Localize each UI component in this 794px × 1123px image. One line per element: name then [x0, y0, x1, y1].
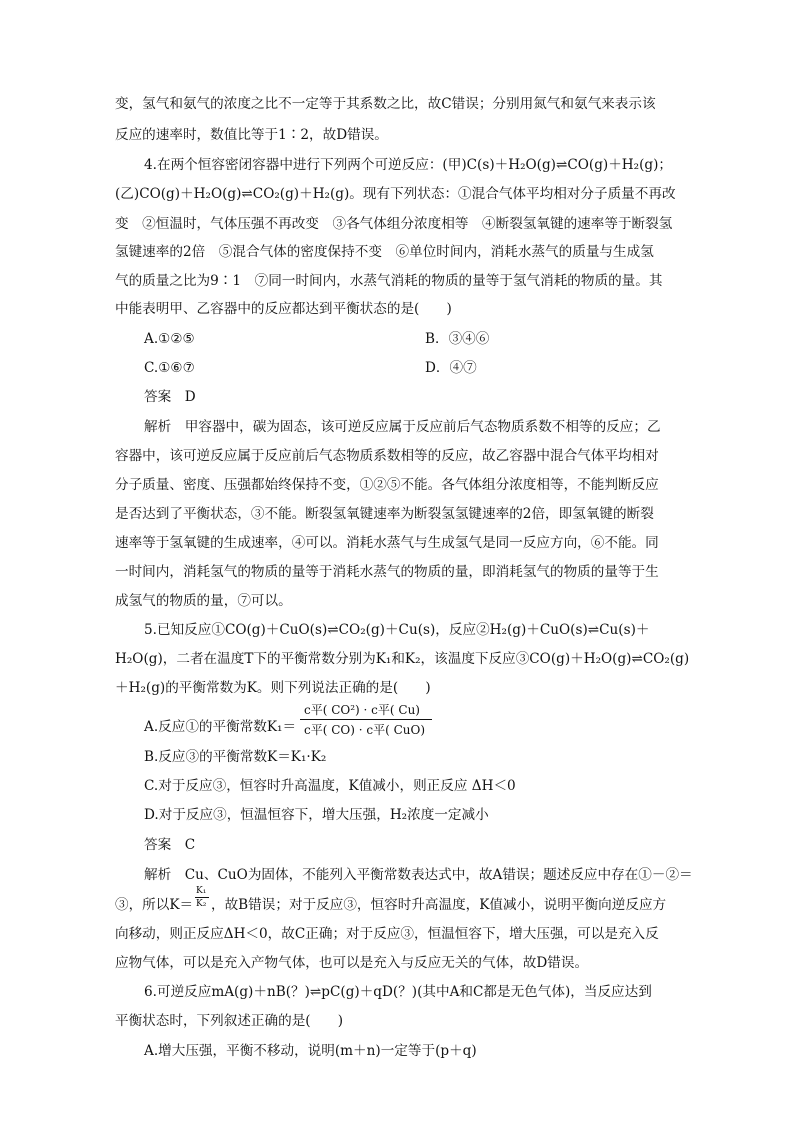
question-4-stem: 4.在两个恒容密闭容器中进行下列两个可逆反应：(甲)C(s)＋H₂O(g)⇌CO(g)＋H₂(g)；	[144, 157, 673, 173]
text-line: 变，氢气和氨气的浓度之比不一定等于其系数之比，故C错误；分别用氮气和氨气来表示该	[115, 96, 656, 112]
option-b: B．③④⑥	[425, 331, 490, 347]
text-line: 是否达到了平衡状态，③不能。断裂氢氧键速率为断裂氢氢键速率的2倍，即氢氧键的断裂	[115, 506, 654, 522]
text-line: (乙)CO(g)＋H₂O(g)⇌CO₂(g)＋H₂(g)。现有下列状态：①混合气体平均相对分子质量不再改	[115, 186, 676, 202]
fraction-numerator: c平( CO²) · c平( Cu)	[304, 703, 420, 717]
text-line: ，故B错误；对于反应③，恒容时升高温度，K值减小，说明平衡向逆反应方	[211, 897, 667, 913]
option-d: D．④⑦	[425, 360, 477, 376]
text-line: 变 ②恒温时，气体压强不再改变 ③各气体组分浓度相等 ④断裂氢氧键的速率等于断裂氢	[115, 216, 673, 232]
option-a: A.反应①的平衡常数K₁＝	[144, 719, 297, 735]
question-5-stem: 5.已知反应①CO(g)＋CuO(s)⇌CO₂(g)＋Cu(s)，反应②H₂(g)＋CuO(s)⇌Cu(s)＋	[144, 622, 650, 638]
text-line: 平衡状态时，下列叙述正确的是( )	[115, 1013, 344, 1029]
text-line: ③，所以K＝	[115, 897, 194, 913]
option-a: A.①②⑤	[144, 331, 195, 347]
fraction-denominator: c平( CO) · c平( CuO)	[304, 723, 426, 737]
text-line: 反应的速率时，数值比等于1∶2，故D错误。	[115, 127, 388, 143]
text-line: H₂O(g)，二者在温度T下的平衡常数分别为K₁和K₂，该温度下反应③CO(g)＋H₂O(g)⇌CO₂(g)	[115, 651, 690, 667]
text-line: 成氢气的物质的量，⑦可以。	[115, 593, 292, 609]
text-line: 容器中，该可逆反应属于反应前后气态物质系数相等的反应，故乙容器中混合气体平均相对	[115, 448, 659, 464]
text-line: 中能表明甲、乙容器中的反应都达到平衡状态的是( )	[115, 301, 452, 317]
question-6-stem: 6.可逆反应mA(g)＋nB(？)⇌pC(g)＋qD(？)(其中A和C都是无色气体)，当反应达到	[144, 984, 652, 1000]
fraction-bar	[195, 897, 209, 898]
fraction-denominator: K₂	[196, 899, 207, 909]
text-line: 应物气体，可以是充入产物气体，也可以是充入与反应无关的气体，故D错误。	[115, 955, 589, 971]
option-c: C.①⑥⑦	[144, 360, 195, 376]
text-line: ＋H₂(g)的平衡常数为K。则下列说法正确的是( )	[115, 680, 431, 696]
option-b: B.反应③的平衡常数K＝K₁·K₂	[144, 749, 327, 765]
text-line: 向移动，则正反应ΔH＜0，故C正确；对于反应③，恒温恒容下，增大压强，可以是充入反	[115, 926, 659, 942]
analysis-4: 解析 甲容器中，碳为固态，该可逆反应属于反应前后气态物质系数不相等的反应；乙	[144, 419, 661, 435]
answer-5: 答案 C	[144, 837, 196, 853]
fraction-numerator: K₁	[196, 886, 207, 896]
option-c: C.对于反应③，恒容时升高温度，K值减小，则正反应 ΔH＜0	[144, 778, 516, 794]
analysis-5: 解析 Cu、CuO为固体，不能列入平衡常数表达式中，故A错误；题述反应中存在①－②＝	[144, 867, 693, 883]
option-a: A.增大压强，平衡不移动，说明(m＋n)一定等于(p＋q)	[144, 1043, 477, 1059]
fraction-bar	[300, 719, 432, 720]
answer-4: 答案 D	[144, 389, 196, 405]
option-d: D.对于反应③，恒温恒容下，增大压强，H₂浓度一定减小	[144, 807, 489, 823]
text-line: 一时间内，消耗氢气的物质的量等于消耗水蒸气的物质的量，即消耗氢气的物质的量等于生	[115, 564, 659, 580]
text-line: 速率等于氢氧键的生成速率，④可以。消耗水蒸气与生成氢气是同一反应方向，⑥不能。同	[115, 535, 659, 551]
text-line: 气的质量之比为9∶1 ⑦同一时间内，水蒸气消耗的物质的量等于氢气消耗的物质的量。其	[115, 273, 663, 289]
text-line: 分子质量、密度、压强都始终保持不变，①②⑤不能。各气体组分浓度相等，不能判断反应	[115, 477, 659, 493]
text-line: 氢键速率的2倍 ⑤混合气体的密度保持不变 ⑥单位时间内，消耗水蒸气的质量与生成氢	[115, 244, 654, 260]
